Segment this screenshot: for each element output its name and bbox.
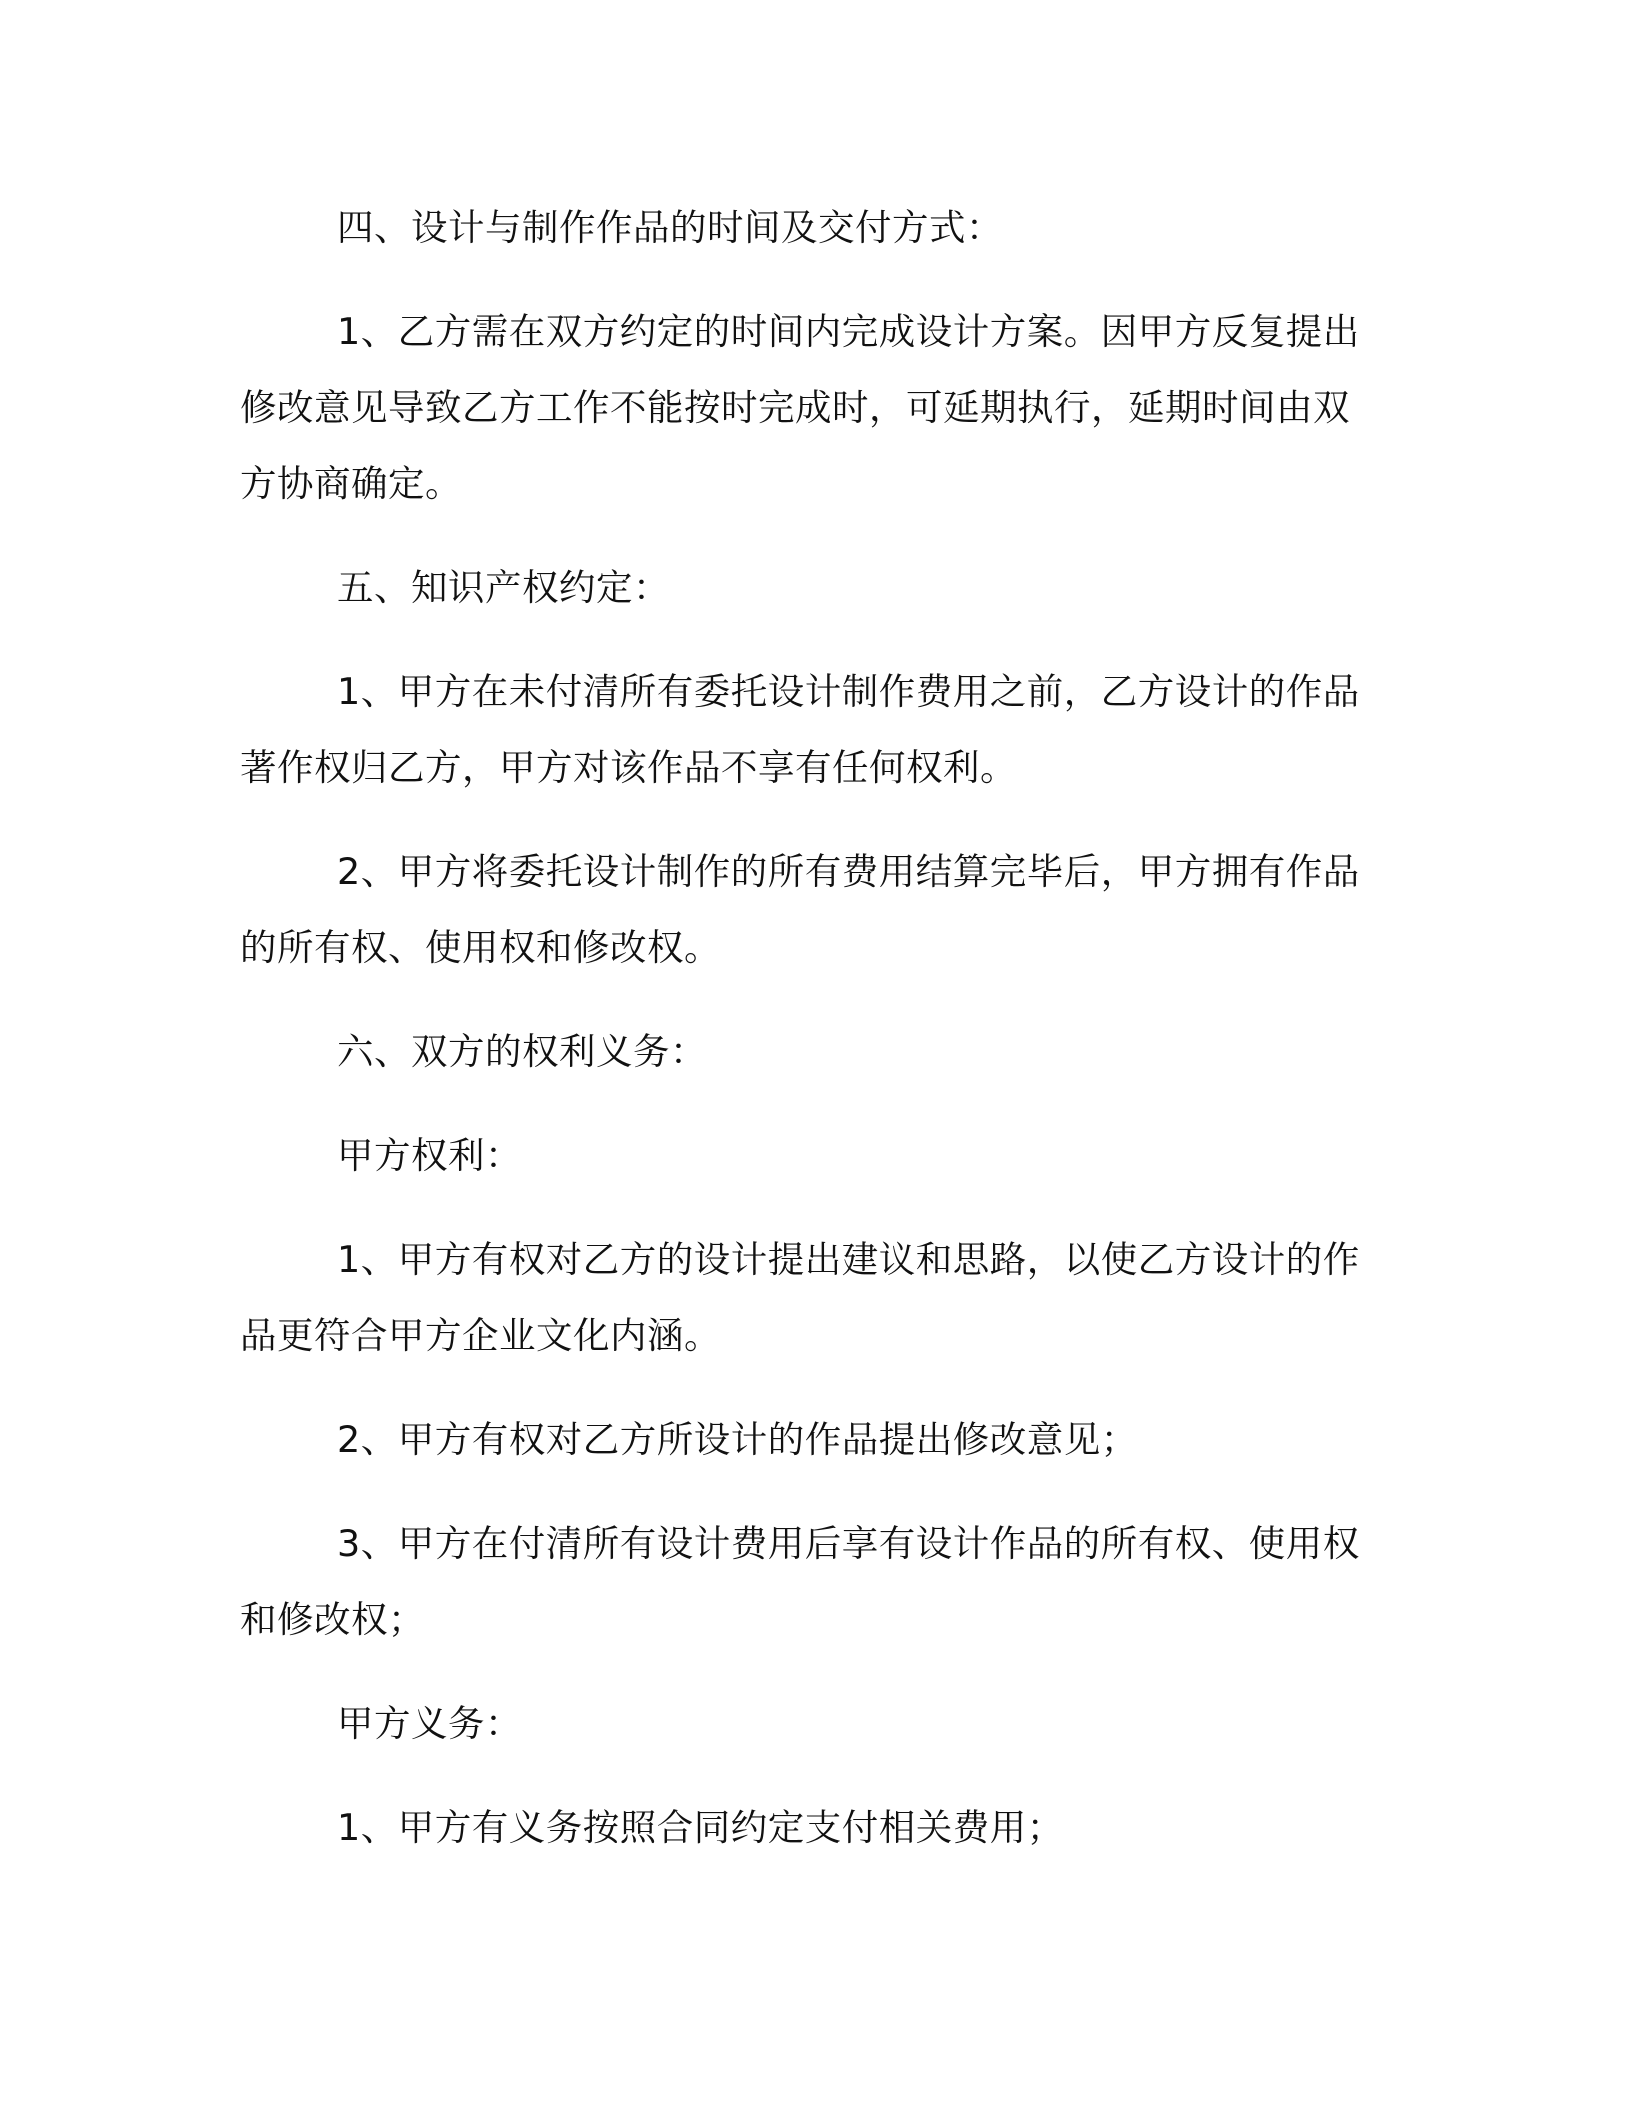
section-4-item-1: 1、乙方需在双方约定的时间内完成设计方案。因甲方反复提出修改意见导致乙方工作不能按时完成时，可延期执行，延期时间由双方协商确定。 [240,310,1360,505]
party-a-duties-item-1: 1、甲方有义务按照合同约定支付相关费用； [337,1806,1064,1849]
document-body [240,190,1360,1866]
party-a-rights-item-1: 1、甲方有权对乙方的设计提出建议和思路，以使乙方设计的作品更符合甲方企业文化内涵。 [240,1238,1360,1357]
party-a-rights-heading: 甲方权利： [337,1134,522,1177]
section-heading-5: 五、知识产权约定： [337,566,670,609]
section-heading-6: 六、双方的权利义务： [337,1030,707,1073]
section-5-item-2: 2、甲方将委托设计制作的所有费用结算完毕后，甲方拥有作品的所有权、使用权和修改权。 [240,850,1360,969]
party-a-rights-item-3: 3、甲方在付清所有设计费用后享有设计作品的所有权、使用权和修改权； [240,1522,1360,1641]
party-a-rights-item-2: 2、甲方有权对乙方所设计的作品提出修改意见； [337,1418,1138,1461]
section-heading-4: 四、设计与制作作品的时间及交付方式： [337,206,1003,249]
section-5-item-1: 1、甲方在未付清所有委托设计制作费用之前，乙方设计的作品著作权归乙方，甲方对该作品不享有任何权利。 [240,670,1360,789]
party-a-duties-heading: 甲方义务： [337,1702,522,1745]
